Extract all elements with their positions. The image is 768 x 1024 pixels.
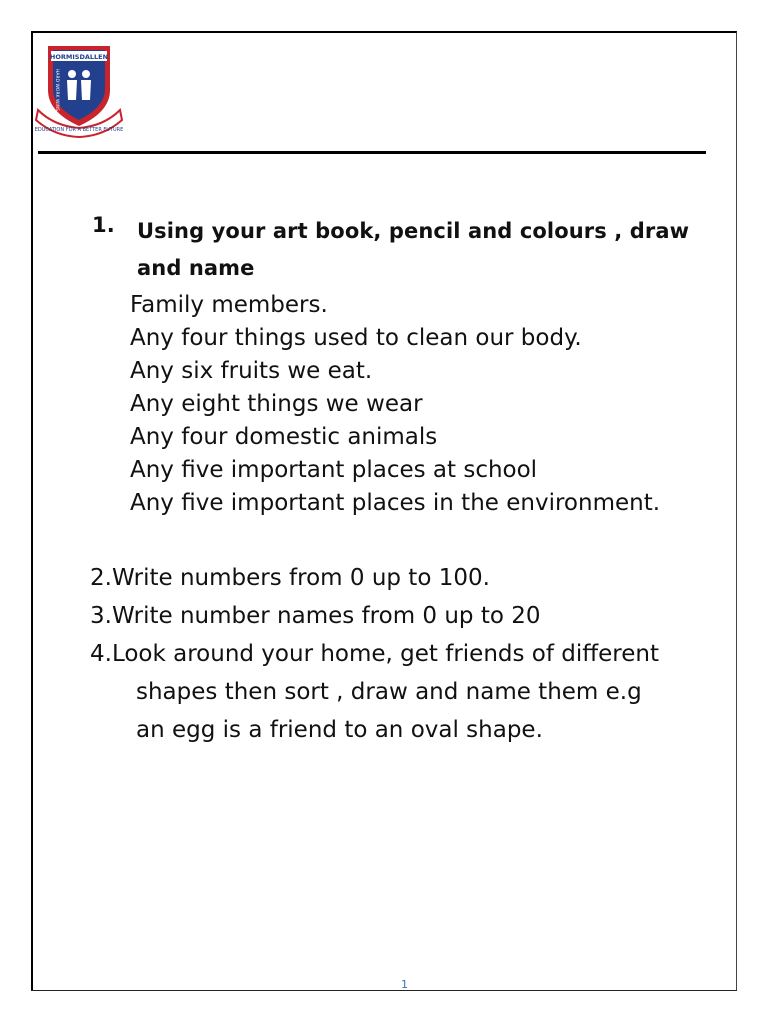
- list-item: Any eight things we wear: [130, 391, 423, 417]
- page-bottom-line: [31, 990, 737, 991]
- question-1-number: 1.: [92, 213, 115, 237]
- list-item: Family members.: [130, 292, 328, 318]
- list-item: Any five important places at school: [130, 457, 538, 483]
- question-4-continuation: shapes then sort , draw and name them e.g: [136, 679, 642, 705]
- list-item: Any five important places in the environment.: [130, 490, 661, 516]
- question-1-title-line: Using your art book, pencil and colours , draw: [137, 219, 690, 243]
- logo-ribbon-text: EDUCATION FOR A BETTER FUTURE: [34, 127, 124, 133]
- questions-block: [90, 559, 659, 749]
- logo-side-text: HARD WORK WINS: [54, 69, 59, 111]
- question-1-items: [130, 289, 660, 520]
- logo-school-name: HORMISDALLEN: [49, 53, 109, 61]
- header-rule: [38, 151, 706, 154]
- school-crest-logo: [34, 40, 124, 138]
- question-4: 4.Look around your home, get friends of different: [90, 641, 659, 667]
- list-item: Any six fruits we eat.: [130, 358, 373, 384]
- list-item: Any four domestic animals: [130, 424, 438, 450]
- question-4-continuation: an egg is a friend to an oval shape.: [136, 717, 543, 743]
- question-1-title: [137, 213, 717, 287]
- question-2: 2.Write numbers from 0 up to 100.: [90, 565, 490, 591]
- question-3: 3.Write number names from 0 up to 20: [90, 603, 541, 629]
- question-1-title-line: and name: [137, 256, 255, 280]
- page-number: 1: [401, 978, 408, 991]
- list-item: Any four things used to clean our body.: [130, 325, 582, 351]
